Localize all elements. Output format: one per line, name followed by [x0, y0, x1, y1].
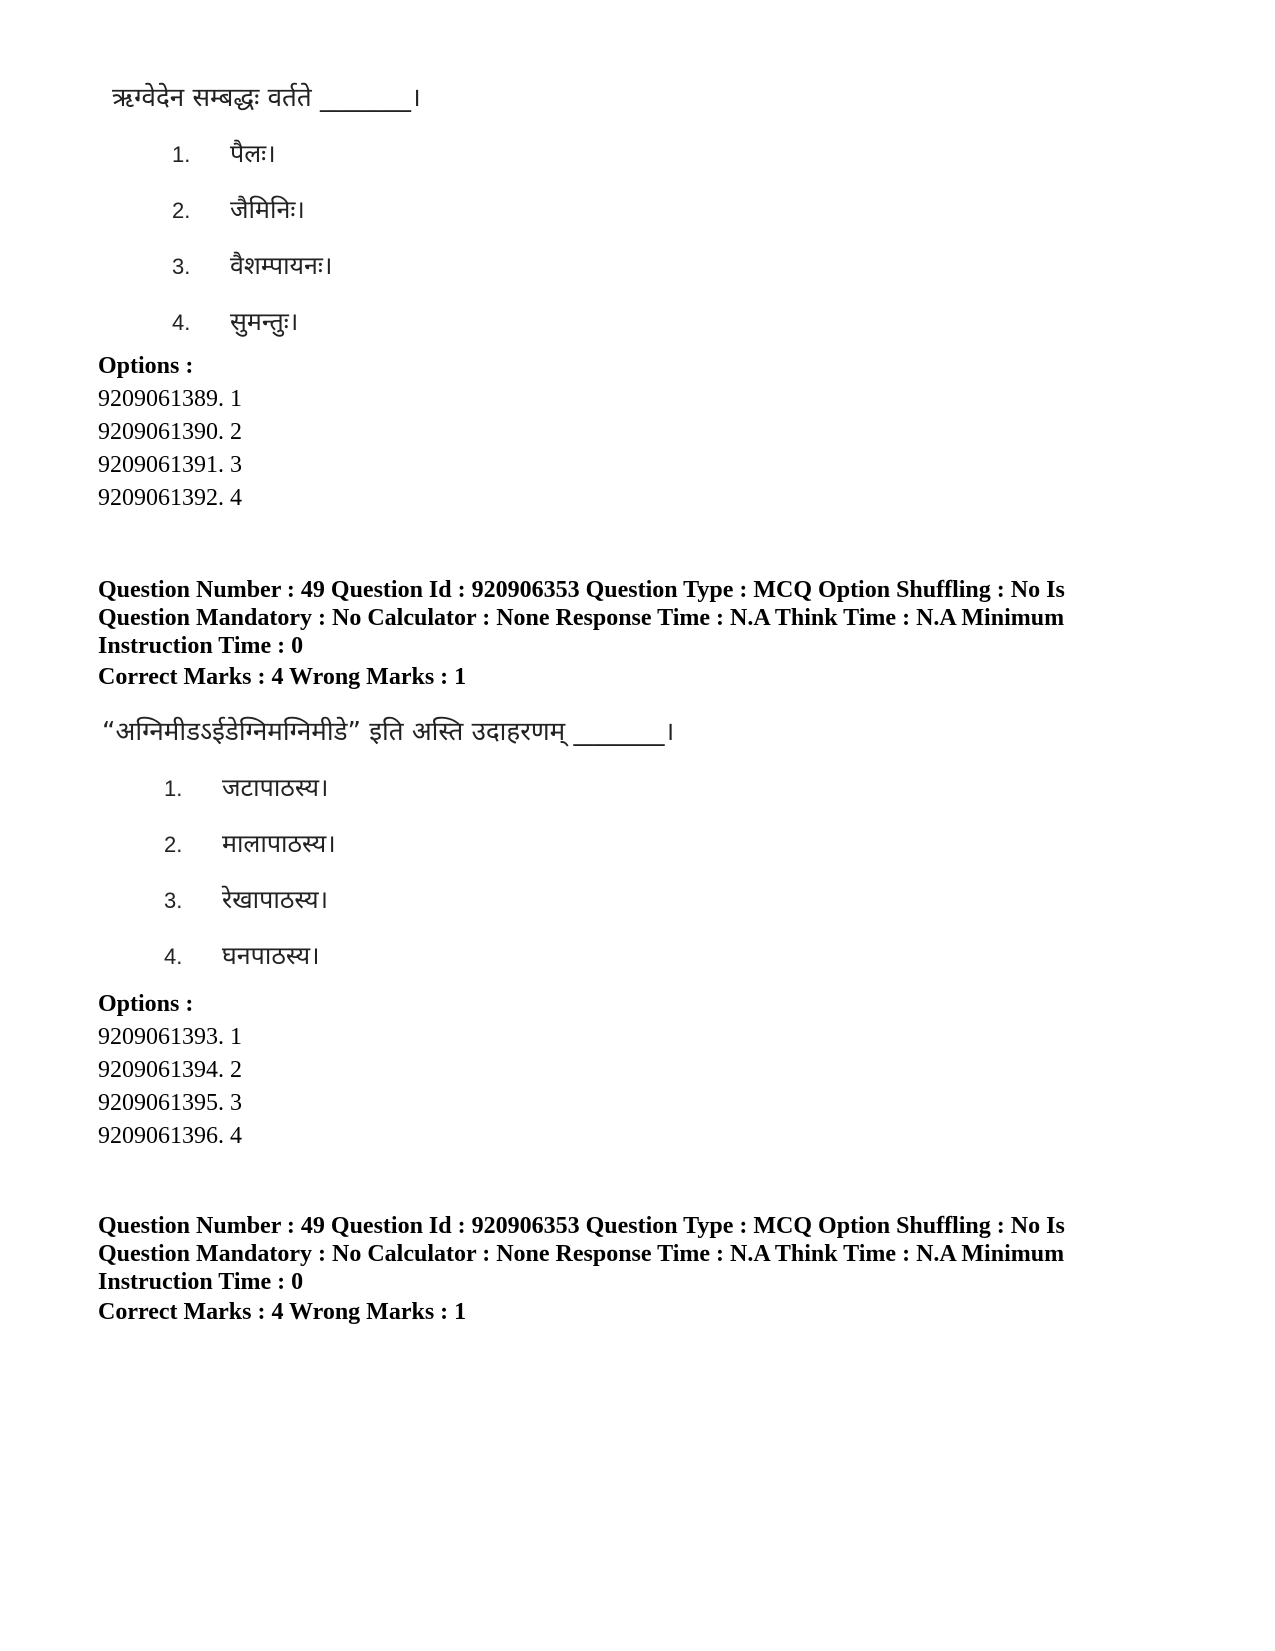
options-label: Options :	[98, 991, 194, 1017]
option-item: 9209061392. 4	[98, 485, 242, 511]
choice-text: रेखापाठस्य।	[222, 885, 329, 914]
choice-text: मालापाठस्य।	[222, 829, 336, 858]
choice-number: 3.	[164, 888, 183, 913]
question-2-meta: Question Number : 49 Question Id : 920906353 Question Type : MCQ Option Shuffling : No Is Question Mandatory : No Calculator : None Response Time : N.A Think Time : N.A Minimum Instruction Time : 0	[98, 577, 1065, 659]
choice-number: 3.	[172, 254, 191, 279]
question-1-choice-4	[172, 304, 298, 338]
question-1-choice-3	[172, 248, 332, 282]
question-2-options	[98, 988, 242, 1153]
option-item: 9209061395. 3	[98, 1090, 242, 1116]
choice-text: जटापाठस्य।	[222, 773, 329, 802]
question-2-choice-1	[164, 770, 329, 804]
choice-text: सुमन्तुः।	[230, 307, 299, 336]
choice-text: जैमिनिः।	[230, 195, 305, 224]
option-item: 9209061390. 2	[98, 419, 242, 445]
choice-number: 2.	[164, 832, 183, 857]
choice-number: 4.	[164, 944, 183, 969]
question-1-choice-2	[172, 192, 305, 226]
question-2-choice-2	[164, 826, 336, 860]
choice-text: वैशम्पायनः।	[230, 251, 333, 280]
options-label: Options :	[98, 353, 194, 379]
question-2-stem: “अग्निमीडऽईडेग्निमग्निमीडे” इति अस्ति उदाहरणम् _______।	[102, 717, 675, 747]
question-2-marks: Correct Marks : 4 Wrong Marks : 1	[98, 664, 467, 690]
question-3-meta: Question Number : 49 Question Id : 920906353 Question Type : MCQ Option Shuffling : No Is Question Mandatory : No Calculator : None Response Time : N.A Think Time : N.A Minimum Instruction Time : 0	[98, 1213, 1065, 1295]
choice-text: पैलः।	[230, 139, 276, 168]
option-item: 9209061394. 2	[98, 1057, 242, 1083]
choice-number: 2.	[172, 198, 191, 223]
option-item: 9209061396. 4	[98, 1123, 242, 1149]
question-1-options	[98, 350, 242, 515]
option-item: 9209061389. 1	[98, 386, 242, 412]
choice-number: 1.	[164, 776, 183, 801]
choice-text: घनपाठस्य।	[222, 941, 320, 970]
option-item: 9209061391. 3	[98, 452, 242, 478]
question-2-choice-4	[164, 938, 320, 972]
question-1-choice-1	[172, 136, 276, 170]
question-2-choice-3	[164, 882, 328, 916]
choice-number: 1.	[172, 142, 191, 167]
choice-number: 4.	[172, 310, 191, 335]
question-3-marks: Correct Marks : 4 Wrong Marks : 1	[98, 1299, 467, 1325]
question-1-stem: ऋग्वेदेन सम्बद्धः वर्तते _______।	[112, 83, 421, 113]
option-item: 9209061393. 1	[98, 1024, 242, 1050]
